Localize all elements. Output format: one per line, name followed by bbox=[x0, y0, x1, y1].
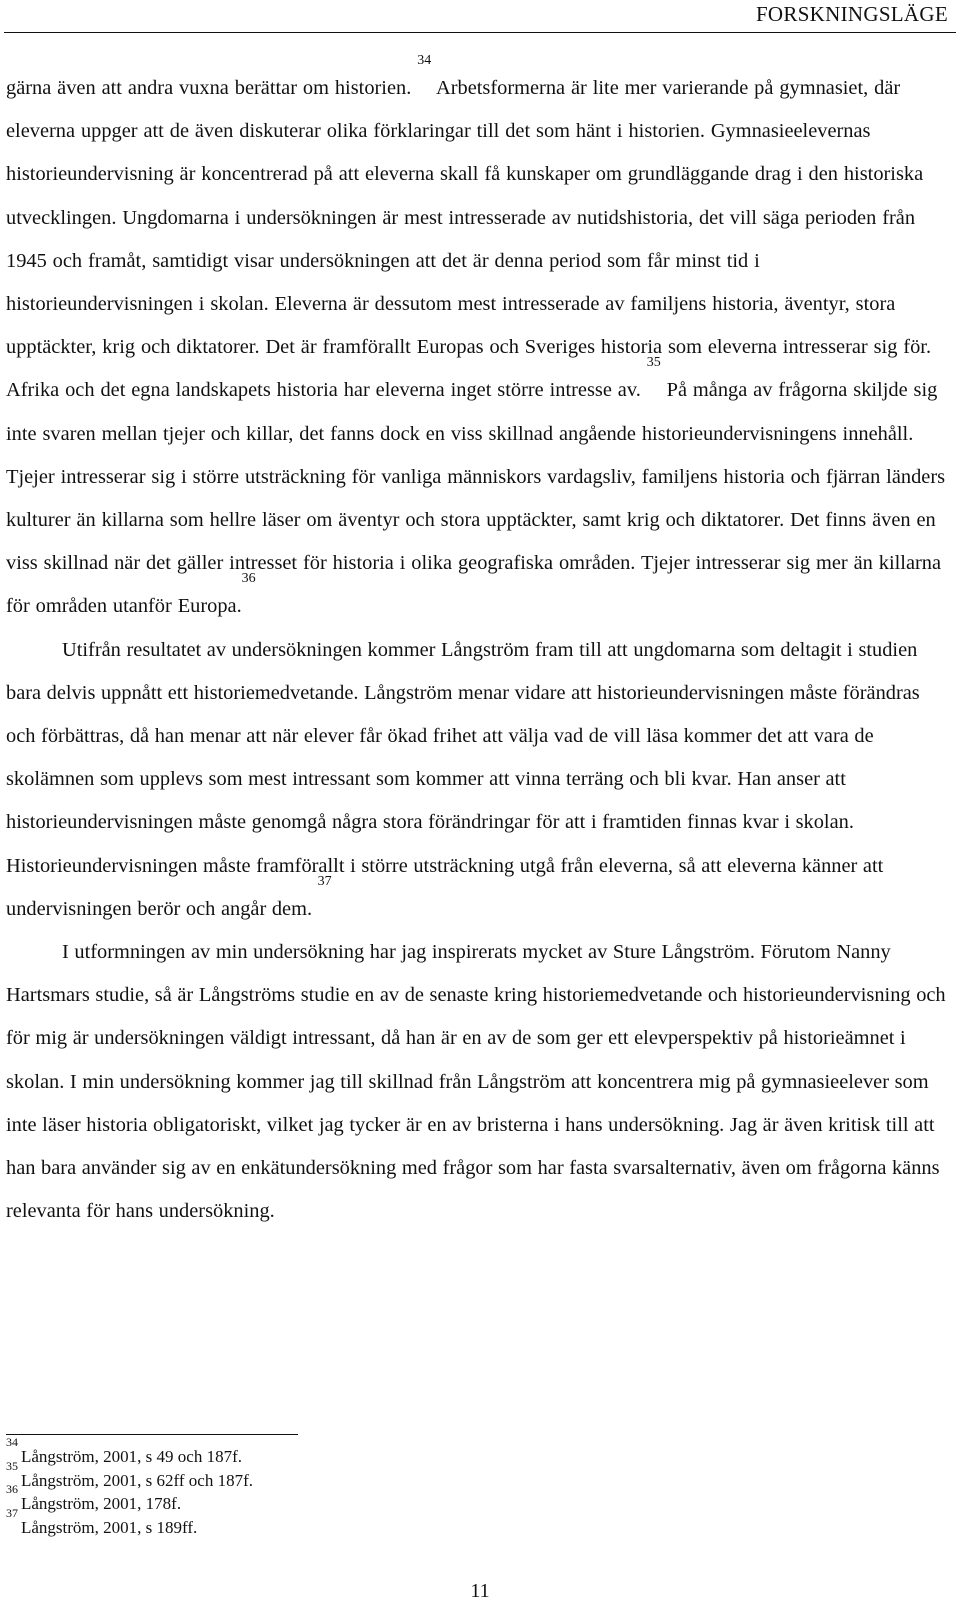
text-run: Utifrån resultatet av undersökningen kommer Långström fram till att ungdomarna som deltagit i studien bara delvis uppnått ett historiemedvetande. Långström menar vidare att historieundervisningen måste förändras och förbättras, då han menar att när elever får ökad frihet att välja vad de vill läsa kommer det att vara de skolämnen som upplevs som mest intressant som kommer att vinna terräng och bli kvar. Han anser att historieundervisningen måste genomgå några stora förändringar för att i framtiden finnas kvar i skolan. Historieundervisningen måste framförallt i större utsträckning utgå från eleverna, så att eleverna känner att undervisningen berör och angår dem. bbox=[6, 638, 920, 920]
footnote-number: 36 bbox=[6, 1482, 18, 1496]
text-run: På många av frågorna skiljde sig inte svaren mellan tjejer och killar, det fanns dock en viss skillnad angående historieundervisningens innehåll. Tjejer intresserar sig i större utsträckning för vanliga människors vardagsliv, familjens historia och fjärran länders kulturer än killarna som hellre läser om äventyr och stora upptäckter, samt krig och diktatorer. Det finns även en viss skillnad när det gäller intresset för historia i olika geografiska områden. Tjejer intresserar sig mer än killarna för områden utanför Europa. bbox=[6, 379, 946, 618]
paragraph-2 bbox=[6, 629, 948, 931]
footnote-number: 35 bbox=[6, 1458, 18, 1473]
footnote-ref-35: 35 bbox=[646, 355, 661, 371]
footnote-number: 37 bbox=[6, 1505, 18, 1520]
footnote-number: 34 bbox=[6, 1435, 18, 1449]
footnote-text: Långström, 2001, 178f. bbox=[21, 1494, 182, 1513]
footnote-ref-37: 37 bbox=[317, 873, 332, 889]
text-run: gärna även att andra vuxna berättar om historien. bbox=[6, 77, 418, 99]
paragraph-3 bbox=[6, 931, 948, 1233]
footnote-text: Långström, 2001, s 62ff och 187f. bbox=[21, 1470, 253, 1490]
paragraph-1 bbox=[6, 53, 948, 629]
text-run: Arbetsformerna är lite mer varierande på gymnasiet, där eleverna uppger att de även diskuterar olika förklaringar till det som hänt i historien. Gymnasieelevernas historieundervisning är koncentrerad på att eleverna skall få kunskaper om grundläggande drag i den historiska utvecklingen. Ungdomarna i undersökningen är mest intresserade av nutidshistoria, det vill säga perioden från 1945 och framåt, samtidigt visar undersökningen att det är denna period som får minst tid i historieundervisningen i skolan. Eleverna är dessutom mest intresserade av familjens historia, äventyr, stora upptäckter, krig och diktatorer. Det är framförallt Europas och Sveriges historia som eleverna intresserar sig för. Afrika och det egna landskapets historia har eleverna inget större intresse av. bbox=[6, 77, 932, 402]
footnote-text: Långström, 2001, s 189ff. bbox=[21, 1517, 198, 1537]
footnote-rule bbox=[6, 1434, 298, 1435]
body-text bbox=[6, 53, 948, 1233]
page-number: 11 bbox=[470, 1580, 490, 1602]
footnote-ref-34: 34 bbox=[417, 53, 432, 68]
running-header: FORSKNINGSLÄGE bbox=[755, 2, 948, 26]
footnote-34 bbox=[6, 1435, 606, 1469]
footnote-37 bbox=[6, 1505, 606, 1540]
footnote-36 bbox=[6, 1482, 606, 1516]
footnote-text: Långström, 2001, s 49 och 187f. bbox=[21, 1447, 242, 1466]
footnotes bbox=[6, 1435, 606, 1539]
footnote-35 bbox=[6, 1458, 606, 1493]
text-run: I utformningen av min undersökning har jag inspirerats mycket av Sture Långström. Förutom Nanny Hartsmars studie, så är Långströms studie en av de senaste kring historiemedvetande och historieundervisning och för mig är undersökningen väldigt intressant, då han är en av de som ger ett elevperspektiv på historieämnet i skolan. I min undersökning kommer jag till skillnad från Långström att koncentrera mig på gymnasieelever som inte läser historia obligatoriskt, vilket jag tycker är en av bristerna i hans undersökning. Jag är även kritisk till att han bara använder sig av en enkätundersökning med frågor som har fasta svarsalternativ, även om frågorna känns relevanta för hans undersökning. bbox=[6, 941, 946, 1223]
header-rule bbox=[4, 32, 956, 33]
footnote-ref-36: 36 bbox=[241, 571, 256, 587]
